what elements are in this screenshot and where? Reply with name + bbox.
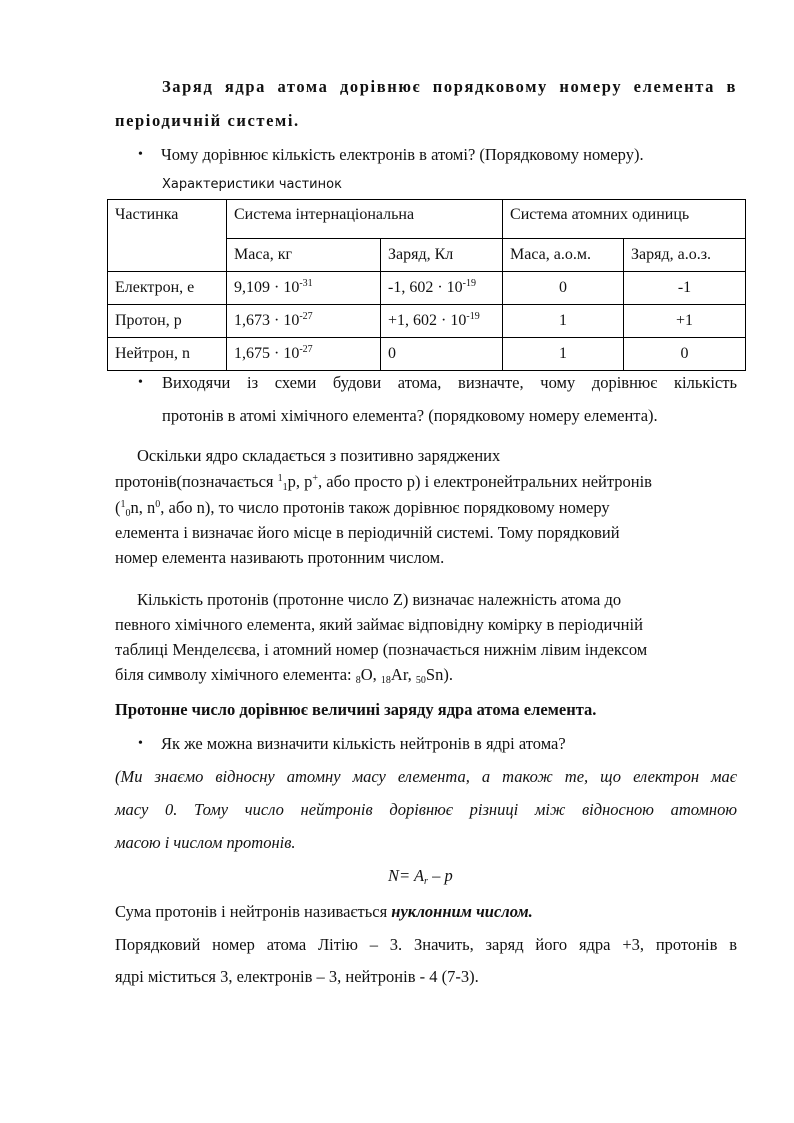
question-neutrons: Як же можна визначити кількість нейтронів в ядрі атома?	[161, 734, 566, 753]
row-proton-mass-amu: 1	[503, 305, 624, 338]
italic-line-1: (Ми знаємо відносну атомну масу елемента, а також те, що електрон має	[115, 767, 737, 786]
question-electrons: Чому дорівнює кількість електронів в атомі? (Порядковому номеру).	[161, 145, 644, 164]
para-nucleus-line-3: ($^1_0$n, $n^0$, або n), то число протонів також дорівнює порядковому номеру	[115, 498, 610, 519]
row-electron-mass-amu: 0	[503, 272, 624, 305]
heading-line-1: Заряд ядра атома дорівнює порядковому номеру елемента в	[162, 77, 737, 96]
row-proton-charge: +1, $602 \cdot 10^{-19}$	[381, 305, 503, 338]
lithium-line-1: Порядковий номер атома Літію – 3. Значить, заряд його ядра +3, протонів в	[115, 935, 737, 954]
header-charge-au: Заряд, а.о.з.	[624, 239, 746, 272]
row-electron-mass: $9,109 \cdot 10^{-31}$	[227, 272, 381, 305]
table-row	[108, 272, 746, 305]
header-mass-kg: Маса, кг	[227, 239, 381, 272]
row-neutron-charge: 0	[381, 338, 503, 371]
italic-line-2: масу 0. Тому число нейтронів дорівнює різниці між відносною атомною	[115, 800, 737, 819]
para-nucleus-line-1: Оскільки ядро складається з позитивно заряджених	[137, 446, 501, 465]
bold-statement: Протонне число дорівнює величині заряду ядра атома елемента.	[115, 700, 597, 719]
header-particle: Частинка	[108, 200, 227, 272]
para-z-line-3: таблиці Менделєєва, і атомний номер (позначається нижнім лівим індексом	[115, 640, 648, 659]
header-si: Система інтернаціональна	[227, 200, 503, 239]
row-electron-charge-au: -1	[624, 272, 746, 305]
header-au: Система атомних одиниць	[503, 200, 746, 239]
table-row	[108, 305, 746, 338]
table-caption: Характеристики частинок	[162, 177, 342, 192]
para-nucleus-line-5: номер елемента називають протонним числом.	[115, 548, 445, 567]
row-proton-name: Протон, р	[108, 305, 227, 338]
row-neutron-mass-amu: 1	[503, 338, 624, 371]
header-mass-amu: Маса, а.о.м.	[503, 239, 624, 272]
bullet-icon: •	[138, 375, 143, 390]
para-nucleus-line-4: елемента і визначає його місце в періодичній системі. Тому порядковий	[115, 523, 620, 542]
row-proton-charge-au: +1	[624, 305, 746, 338]
row-electron-charge: -1, $602 \cdot 10^{-19}$	[381, 272, 503, 305]
row-neutron-charge-au: 0	[624, 338, 746, 371]
row-proton-mass: $1,673 \cdot 10^{-27}$	[227, 305, 381, 338]
heading-line-2: періодичній системі.	[115, 111, 300, 130]
para-z-line-1: Кількість протонів (протонне число Z) визначає належність атома до	[137, 590, 622, 609]
lithium-line-2: ядрі міститься 3, електронів – 3, нейтронів - 4 (7-3).	[115, 967, 479, 986]
table-row	[108, 338, 746, 371]
para-nucleus-line-2: протонів(позначається $^1_1$p, p+, або просто р) і електронейтральних нейтронів	[115, 472, 652, 493]
question-protons-line-2: протонів в атомі хімічного елемента? (порядковому номеру елемента).	[162, 406, 658, 425]
italic-line-3: масою і числом протонів.	[115, 833, 296, 852]
header-charge-c: Заряд, Кл	[381, 239, 503, 272]
neutron-formula: $N= A_r - p$	[388, 866, 453, 887]
row-neutron-name: Нейтрон, n	[108, 338, 227, 371]
row-neutron-mass: $1,675 \cdot 10^{-27}$	[227, 338, 381, 371]
para-z-line-4: біля символу хімічного елемента: $_8$O, $_{18}$Ar, $_{50}$Sn).	[115, 665, 453, 686]
row-electron-name: Електрон, е	[108, 272, 227, 305]
question-protons-line-1: Виходячи із схеми будови атома, визначте, чому дорівнює кількість	[162, 373, 737, 392]
para-z-line-2: певного хімічного елемента, який займає відповідну комірку в періодичній	[115, 615, 643, 634]
bullet-icon: •	[138, 147, 143, 162]
particles-table	[107, 199, 746, 371]
nucleon-sentence: Сума протонів і нейтронів називається нуклонним числом.	[115, 902, 533, 921]
bullet-icon: •	[138, 736, 143, 751]
